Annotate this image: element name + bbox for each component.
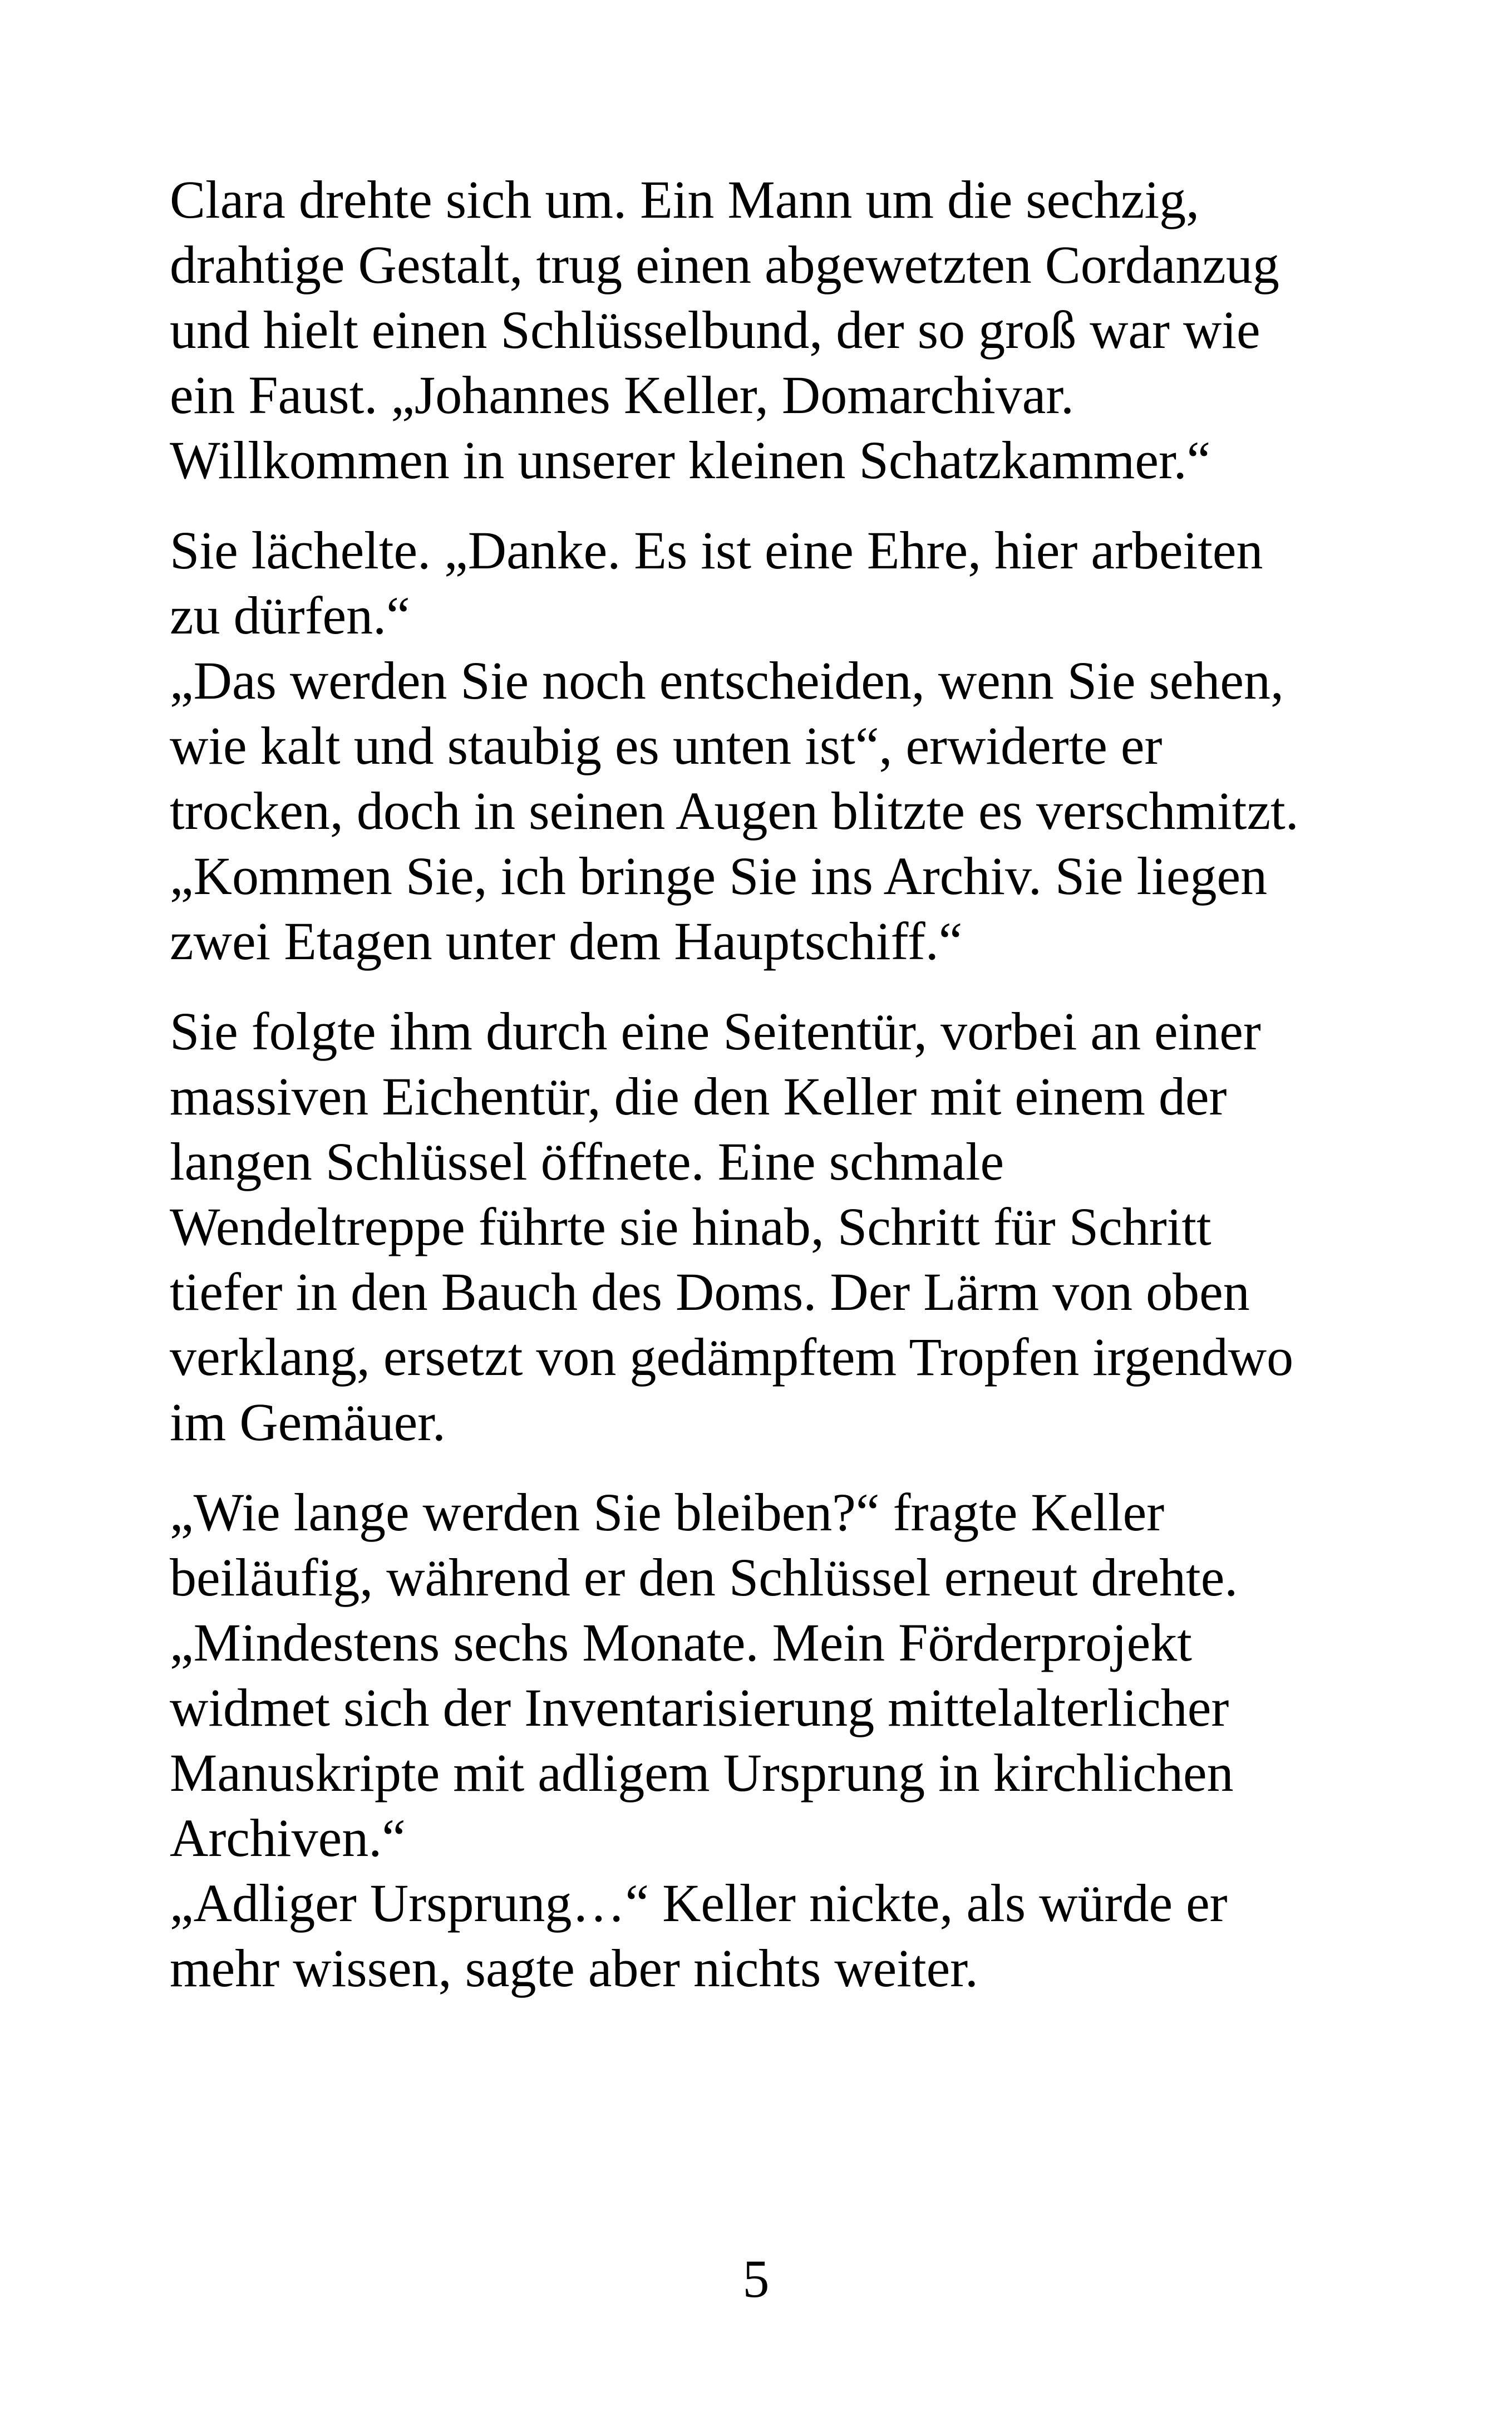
text-line: massiven Eichentür, die den Keller mit einem der [170,1067,1227,1126]
text-line: widmet sich der Inventarisierung mittelalterlicher [170,1678,1229,1737]
text-line: wie kalt und staubig es unten ist“, erwiderte er [170,716,1163,775]
text-line: und hielt einen Schlüsselbund, der so groß war wie [170,300,1260,360]
text-line: Willkommen in unserer kleinen Schatzkammer.“ [170,430,1211,490]
text-line: zwei Etagen unter dem Hauptschiff.“ [170,911,963,971]
text-line: Manuskripte mit adligem Ursprung in kirchlichen [170,1743,1234,1803]
text-line: ein Faust. „Johannes Keller, Domarchivar. [170,365,1075,425]
paragraph-gap [170,974,1394,999]
body-text [170,167,1394,2001]
text-line: Sie folgte ihm durch eine Seitentür, vorbei an einer [170,1001,1261,1061]
text-line: langen Schlüssel öffnete. Eine schmale [170,1132,1004,1191]
text-line: „Mindestens sechs Monate. Mein Förderprojekt [170,1613,1192,1672]
text-line: Sie lächelte. „Danke. Es ist eine Ehre, hier arbeiten [170,520,1263,580]
text-line: mehr wissen, sagte aber nichts weiter. [170,1938,978,1998]
text-line: Archiven.“ [170,1808,406,1868]
text-line: „Adliger Ursprung…“ Keller nickte, als würde er [170,1873,1228,1933]
text-line: „Wie lange werden Sie bleiben?“ fragte Keller [170,1482,1165,1542]
paragraph-gap [170,493,1394,518]
text-line: im Gemäuer. [170,1392,446,1452]
text-line: Wendeltreppe führte sie hinab, Schritt für Schritt [170,1197,1211,1256]
text-line: beiläufig, während er den Schlüssel erneut drehte. [170,1548,1238,1607]
paragraph-gap [170,1455,1394,1480]
text-line: trocken, doch in seinen Augen blitzte es verschmitzt. [170,781,1299,841]
text-line: drahtige Gestalt, trug einen abgewetzten Cordanzug [170,235,1279,294]
text-line: „Kommen Sie, ich bringe Sie ins Archiv. Sie liegen [170,846,1268,906]
text-line: verklang, ersetzt von gedämpftem Tropfen irgendwo [170,1327,1294,1387]
text-line: tiefer in den Bauch des Doms. Der Lärm von oben [170,1262,1250,1322]
text-line: Clara drehte sich um. Ein Mann um die sechzig, [170,170,1200,229]
page-number: 5 [742,2249,770,2309]
text-line: „Das werden Sie noch entscheiden, wenn Sie sehen, [170,651,1284,710]
text-line: zu dürfen.“ [170,586,410,645]
